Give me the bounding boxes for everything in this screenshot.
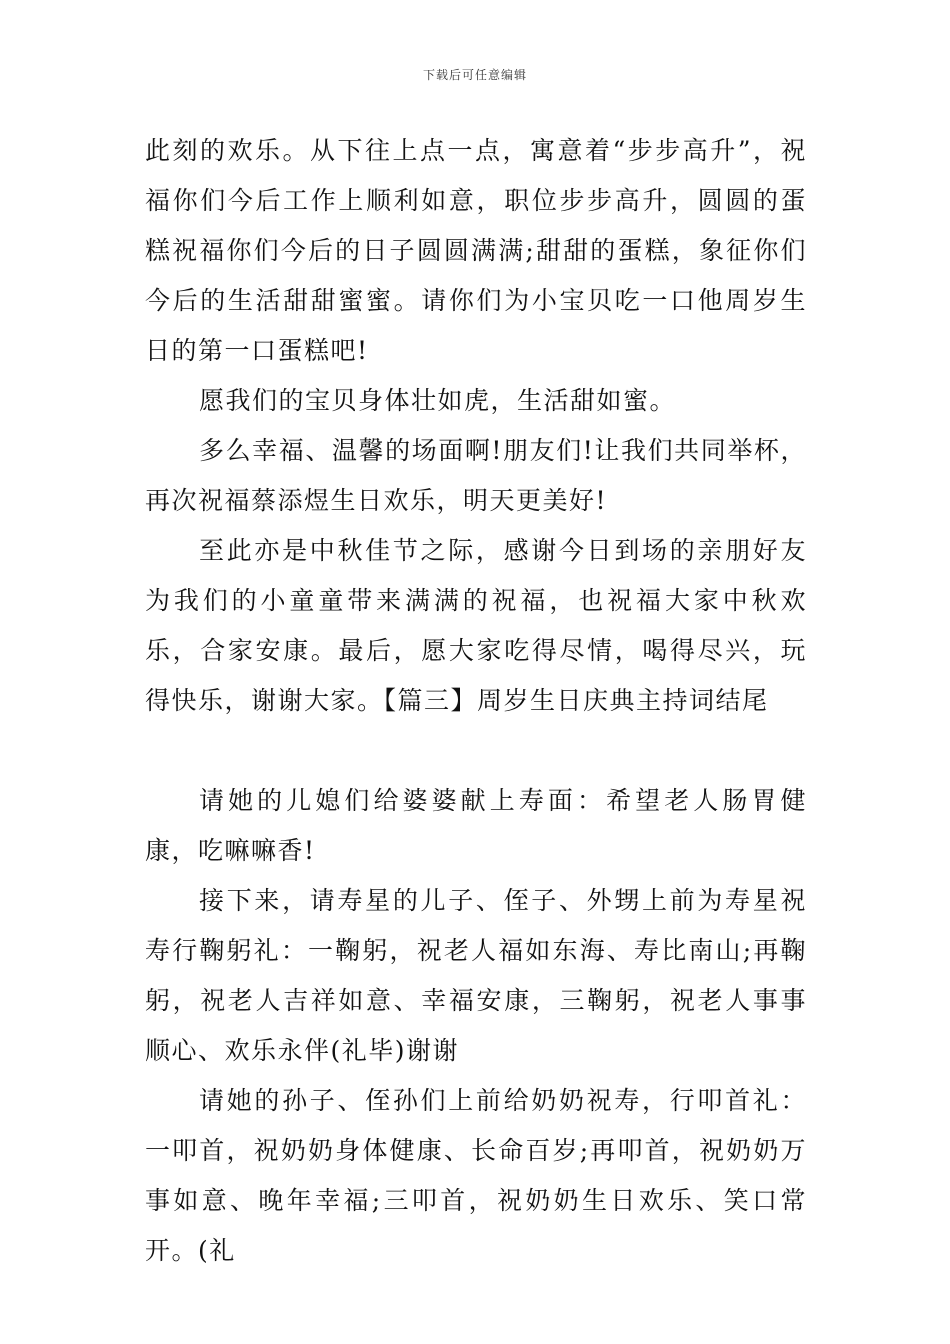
paragraph-kowtow-ceremony: 请她的孙子、侄孙们上前给奶奶祝寿，行叩首礼：一叩首，祝奶奶身体健康、长命百岁;再叩首，祝奶奶万事如意、晚年幸福;三叩首，祝奶奶生日欢乐、笑口常开。(礼 [145, 1086, 807, 1265]
paragraph-closing-thanks: 至此亦是中秋佳节之际，感谢今日到场的亲朋好友为我们的小童童带来满满的祝福，也祝福大家中秋欢乐，合家安康。最后，愿大家吃得尽情，喝得尽兴，玩得快乐，谢谢大家。【篇三】周岁生日庆典主持词结尾 [145, 536, 807, 715]
paragraph-bowing-ceremony: 接下来，请寿星的儿子、侄子、外甥上前为寿星祝寿行鞠躬礼：一鞠躬，祝老人福如东海、寿比南山;再鞠躬，祝老人吉祥如意、幸福安康，三鞠躬，祝老人事事顺心、欢乐永伴(礼毕)谢谢 [145, 886, 807, 1065]
page-header-note: 下载后可任意编辑 [422, 68, 527, 82]
paragraph-baby-wish: 愿我们的宝贝身体壮如虎，生活甜如蜜。 [199, 386, 677, 415]
paragraph-longevity-noodles: 请她的儿媳们给婆婆献上寿面：希望老人肠胃健康，吃嘛嘛香! [145, 786, 807, 865]
paragraph-spacer [145, 726, 807, 776]
document-body [145, 126, 807, 1276]
paragraph-toast: 多么幸福、温馨的场面啊!朋友们!让我们共同举杯，再次祝福蔡添煜生日欢乐，明天更美好! [145, 436, 807, 515]
paragraph-cake-blessing: 此刻的欢乐。从下往上点一点，寓意着“步步高升”，祝福你们今后工作上顺利如意，职位步步高升，圆圆的蛋糕祝福你们今后的日子圆圆满满;甜甜的蛋糕，象征你们今后的生活甜甜蜜蜜。请你们为小宝贝吃一口他周岁生日的第一口蛋糕吧! [145, 136, 807, 365]
